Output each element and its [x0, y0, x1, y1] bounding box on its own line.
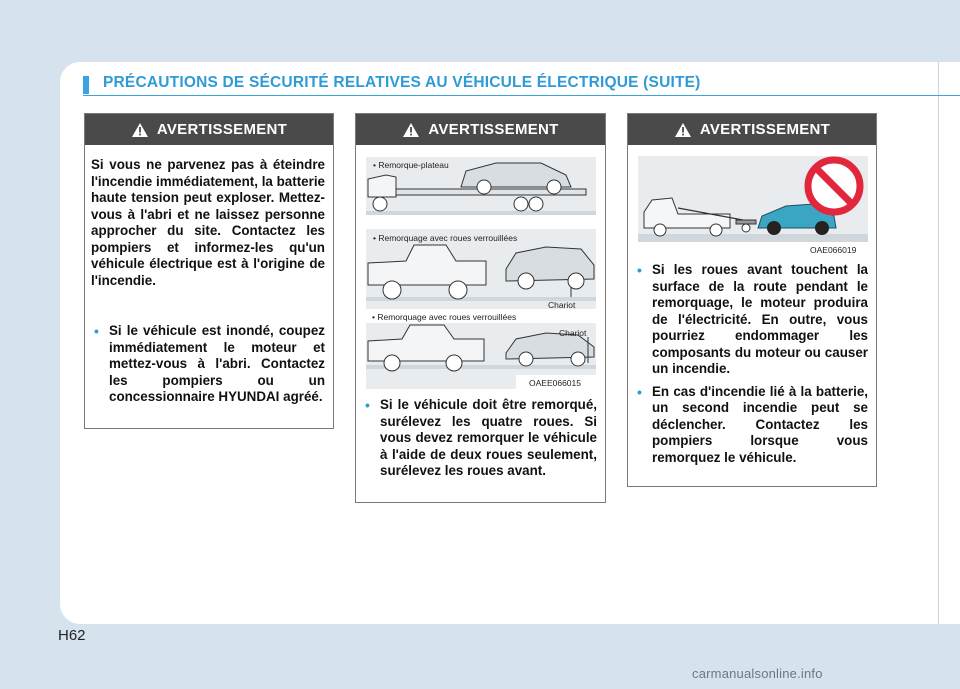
figure-label: Chariot — [559, 328, 587, 338]
bullet-item — [634, 384, 868, 467]
warning-heading: AVERTISSEMENT — [699, 121, 831, 138]
warning-triangle-icon — [674, 122, 692, 138]
figure-label: • Remorquage avec roues verrouillées — [372, 312, 517, 322]
warning-header — [628, 114, 876, 145]
warning-box-1 — [84, 113, 334, 429]
section-title: PRÉCAUTIONS DE SÉCURITÉ RELATIVES AU VÉHICULE ÉLECTRIQUE (SUITE) — [103, 74, 701, 91]
improper-towing-illustration — [638, 156, 868, 256]
title-accent-bar — [83, 76, 89, 94]
figure-label: • Remorque-plateau — [373, 160, 449, 170]
bullet-text: En cas d'incendie lié à la batterie, un second incendie peut se déclencher. Contactez les pompiers lorsque vous remorquez le véhicule. — [652, 383, 868, 465]
warning-box-2 — [355, 113, 606, 503]
bullet-item — [634, 262, 868, 378]
bullet-dot: • — [94, 323, 99, 339]
warning-triangle-icon — [131, 122, 149, 138]
bullet-dot: • — [365, 397, 370, 413]
bullet-item — [362, 397, 597, 480]
watermark: carmanualsonline.info — [692, 666, 823, 681]
bullet-dot: • — [637, 262, 642, 278]
warning-paragraph: Si vous ne parvenez pas à éteindre l'incendie immédiatement, la batterie haute tension peut exploser. Mettez-vous à l'abri et ne laissez personne approcher du site. Contactez les pompiers et informez-les qu'un véhicule électrique est à l'origine de l'incendie. — [91, 157, 325, 288]
figure-code: OAEE066015 — [529, 378, 581, 388]
figure-label: Chariot — [548, 300, 576, 310]
bullet-dot: • — [637, 383, 642, 400]
towing-illustration — [366, 157, 596, 389]
improper-towing-figure — [638, 156, 868, 256]
figure-code: OAE066019 — [810, 245, 857, 255]
warning-box-3 — [627, 113, 877, 487]
title-rule — [83, 95, 960, 96]
bullet-item — [91, 323, 325, 406]
towing-methods-figure — [366, 157, 596, 389]
warning-triangle-icon — [402, 122, 420, 138]
warning-header — [356, 114, 605, 145]
figure-label: • Remorquage avec roues verrouillées — [373, 233, 518, 243]
page-number: H62 — [58, 627, 86, 644]
bullet-text: Si le véhicule doit être remorqué, surélevez les quatre roues. Si vous devez remorquer le véhicule à l'aide de deux roues seulement, surélevez les roues avant. — [380, 397, 597, 478]
bullet-text: Si les roues avant touchent la surface de la route pendant le remorquage, le moteur produira de l'électricité. En outre, vous pourriez endommager les composants du moteur ou causer un incendie. — [652, 262, 868, 376]
page-edge-line — [938, 62, 939, 624]
bullet-text: Si le véhicule est inondé, coupez immédiatement le moteur et mettez-vous à l'abri. Contactez les pompiers ou un concessionnaire HYUNDAI agréé. — [109, 323, 325, 404]
warning-heading: AVERTISSEMENT — [156, 121, 288, 138]
warning-heading: AVERTISSEMENT — [428, 121, 559, 138]
warning-header — [85, 114, 333, 145]
